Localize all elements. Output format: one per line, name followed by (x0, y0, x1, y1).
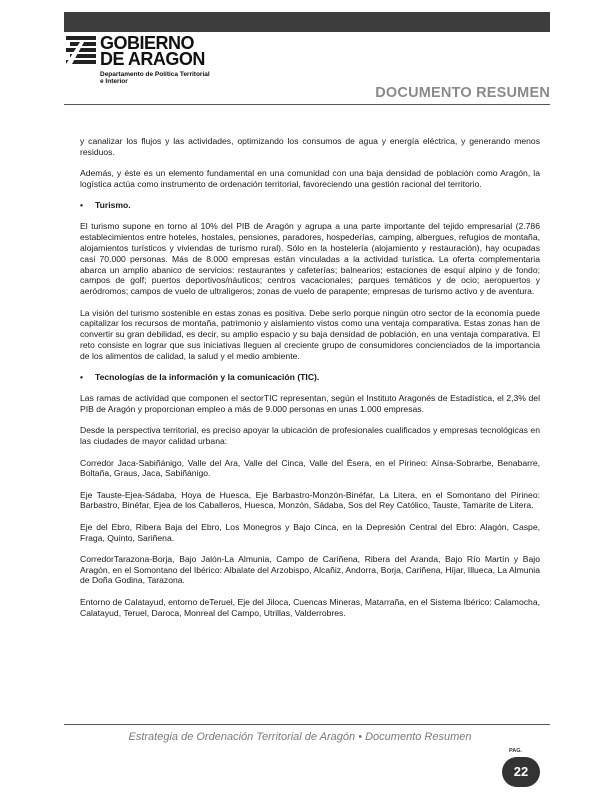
page-label: PAG. (509, 748, 523, 754)
department-line1: Departamento de Política Territorial (100, 71, 210, 78)
footer-divider (64, 724, 550, 725)
logo-text-line1: GOBIERNO (100, 33, 195, 53)
page-content (80, 136, 540, 629)
document-title: DOCUMENTO RESUMEN (375, 85, 550, 101)
paragraph: CorredorTarazona-Borja, Bajo Jalón-La Almunia, Campo de Cariñena, Ribera del Aranda, Bajo Río Martín y Bajo Aragón, en el Somontano del Ibérico: Albalate del Arzobispo, Alcañiz, Andorra, Borja, Cariñena, Híjar, Illueca, La Almunia de Doña Godina, Tarazona. (80, 553, 540, 586)
paragraph: Corredor Jaca-Sabiñánigo, Valle del Ara, Valle del Cinca, Valle del Ésera, en el Pirineo: Aínsa-Sobrarbe, Benabarre, Boltaña, Graus, Jaca, Sabiñánigo. (80, 457, 540, 479)
page-number: 22 (502, 757, 540, 787)
paragraph: Además, y éste es un elemento fundamental en una comunidad con una baja densidad de población como Aragón, la logística actúa como instrumento de ordenación territorial, favoreciendo una gestión racional del territorio. (80, 168, 540, 189)
paragraph: Las ramas de actividad que componen el sectorTIC representan, según el Instituto Aragonés de Estadística, el 2,3% del PIB de Aragón y proporcionan empleo a más de 9.000 personas en unas 1.000 empresas. (80, 393, 540, 415)
aragon-emblem-icon (66, 34, 100, 68)
footer-text: Estrategia de Ordenación Territorial de Aragón • Documento Resumen (128, 731, 472, 743)
section-heading-tic: • Tecnologías de la información y la comunicación (TIC). (80, 372, 540, 383)
paragraph: Eje Tauste-Ejea-Sádaba, Hoya de Huesca, Eje Barbastro-Monzón-Binéfar, La Litera, en el Somontano del Pirineo: Barbastro, Binéfar, Ejea de los Caballeros, Huesca, Monzón, Sádaba, Sos del Rey Católico, Tauste, Tamarite de Litera. (80, 489, 540, 511)
header-bar (64, 12, 550, 32)
logo (66, 34, 246, 94)
header-divider (64, 104, 550, 105)
department-line2: e Interior (100, 78, 128, 85)
paragraph: Desde la perspectiva territorial, es preciso apoyar la ubicación de profesionales cualificados y empresas tecnológicas en las ciudades de mayor calidad urbana: (80, 425, 540, 447)
paragraph: El turismo supone en torno al 10% del PIB de Aragón y agrupa a una parte importante del tejido empresarial (2.786 establecimientos entre hoteles, hostales, pensiones, paradores, hospederías, camping, albergues, refugios de montaña, alojamientos turísticos y viviendas de turismo rural). Sólo en la hostelería (alojamiento y restauración), hay ocupadas casi 70.000 personas. Más de 8.000 empresas están vinculadas a la actividad turística. La oferta complementaria abarca un amplio abanico de servicios: restaurantes y cafeterías; balnearios; estaciones de esquí alpino y de fondo; campos de golf; puertos deportivos/náuticos; centros vacacionales; parques temáticos y de ocio; aeropuertos y aeródromos; campos de vuelo de ultraligeros; zonas de vuelo de parapente; empresas de turismo activo y de aventura. (80, 221, 540, 297)
paragraph: La visión del turismo sostenible en estas zonas es positiva. Debe serlo porque ningún otro sector de la economía puede capitalizar los recursos de montaña, patrimonio y aislamiento vistos como una ventaja comparativa. Estas zonas han de convertir su gran debilidad, es decir, su amplio espacio y su baja densidad de población, en una ventaja comparativa. El reto consiste en lograr que sus iniciativas lleguen al creciente grupo de consumidores concienciados de la importancia de los alimentos de calidad, la salud y el medio ambiente. (80, 307, 540, 361)
section-heading-turismo: • Turismo. (80, 200, 540, 211)
paragraph: y canalizar los flujos y las actividades, optimizando los consumos de agua y energía eléctrica, y generando menos residuos. (80, 136, 540, 157)
logo-text-line2: DE ARAGON (100, 49, 205, 69)
paragraph: Eje del Ebro, Ribera Baja del Ebro, Los Monegros y Bajo Cinca, en la Depresión Central del Ebro: Alagón, Caspe, Fraga, Quinto, Sariñena. (80, 521, 540, 543)
paragraph: Entorno de Calatayud, entorno deTeruel, Eje del Jiloca, Cuencas Mineras, Matarraña, en el Sistema Ibérico: Calamocha, Calatayud, Teruel, Daroca, Monreal del Campo, Utrillas, Valderrobres. (80, 596, 540, 618)
